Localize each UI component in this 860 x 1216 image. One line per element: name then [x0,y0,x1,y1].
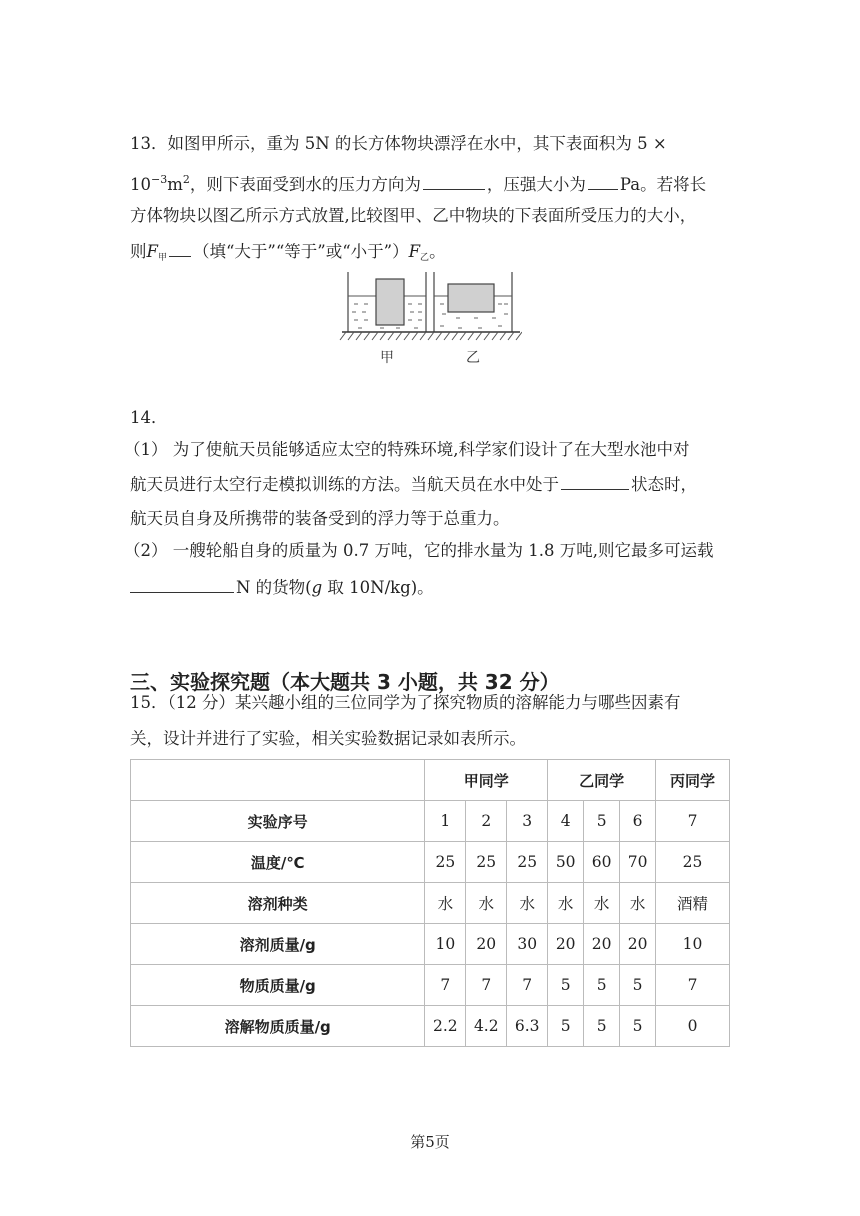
group-header-yi: 乙同学 [548,760,656,801]
section-heading: 三、实验探究题（本大题共 3 小题，共 32 分） [130,670,560,694]
answer-blank-compare[interactable] [169,240,191,257]
row-label: 实验序号 [131,801,425,842]
table-cell: 水 [466,883,507,924]
table-cell: 5 [584,1006,620,1047]
table-cell: 20 [620,924,656,965]
q13-exp-base: 10 [130,175,151,194]
table-cell: 6.3 [507,1006,548,1047]
table-cell: 0 [656,1006,730,1047]
table-row [131,883,730,924]
buoyancy-figure [338,270,522,368]
table-cell: 60 [584,842,620,883]
q13-area-unit-power: 2 [182,173,190,186]
q13-text-direction: ，则下表面受到水的压力方向为 [189,175,421,194]
table-cell: 20 [466,924,507,965]
force-symbol-jia: F [146,242,158,261]
table-cell: 水 [425,883,466,924]
table-cell: 7 [507,965,548,1006]
table-cell: 5 [620,965,656,1006]
row-label: 物质质量/g [131,965,425,1006]
figure-label-jia: 甲 [380,350,394,366]
table-cell: 70 [620,842,656,883]
table-cell: 30 [507,924,548,965]
table-cell: 50 [548,842,584,883]
q13-exp-power: −3 [151,173,168,186]
q13-options: （填“大于”“等于”或“小于”） [192,242,409,261]
q14-p2-line-2 [130,576,434,599]
answer-blank-state[interactable] [561,473,629,490]
table-cell: 酒精 [656,883,730,924]
row-label: 溶剂种类 [131,883,425,924]
table-header-row [131,760,730,801]
answer-blank-pressure[interactable] [588,173,618,190]
q15-line-2: 关，设计并进行了实验，相关实验数据记录如表所示。 [130,729,526,748]
table-cell: 2 [466,801,507,842]
table-cell: 7 [656,801,730,842]
container-jia [348,272,426,332]
table-cell: 2.2 [425,1006,466,1047]
q13-line-3: 方体物块以图乙所示方式放置,比较图甲、乙中物块的下表面所受压力的大小， [130,206,697,225]
q14-p2-text-end: 取 10N/kg)。 [322,578,434,597]
force-sub-yi: 乙 [420,253,430,263]
q14-p1-line-1: （1） 为了使航天员能够适应太空的特殊环境,科学家们设计了在大型水池中对 [124,440,690,459]
row-label: 温度/℃ [131,842,425,883]
table-cell: 4.2 [466,1006,507,1047]
answer-blank-cargo[interactable] [130,576,234,593]
figure-label-yi: 乙 [466,350,480,366]
row-label: 溶解物质质量/g [131,1006,425,1047]
table-cell: 7 [656,965,730,1006]
table-cell: 3 [507,801,548,842]
q13-line-2 [130,169,706,196]
table-cell: 25 [656,842,730,883]
table-cell: 6 [620,801,656,842]
table-cell: 水 [507,883,548,924]
table-corner-cell [131,760,425,801]
table-cell: 7 [425,965,466,1006]
block-flat [448,284,494,312]
q14-p1-line-3: 航天员自身及所携带的装备受到的浮力等于总重力。 [130,509,510,528]
table-cell: 5 [548,965,584,1006]
group-header-jia: 甲同学 [425,760,548,801]
table-cell: 5 [584,965,620,1006]
q14-p1-text-end: 状态时， [631,475,697,494]
force-sub-jia: 甲 [157,253,167,263]
table-cell: 10 [656,924,730,965]
q14-p1-line-2 [130,473,697,496]
table-cell: 5 [620,1006,656,1047]
answer-blank-direction[interactable] [423,173,485,190]
group-header-bing: 丙同学 [656,760,730,801]
table-row [131,965,730,1006]
table-row [131,1006,730,1047]
page-number: 第5页 [410,1133,450,1151]
q13-line-1: 13．如图甲所示，重为 5N 的长方体物块漂浮在水中，其下表面积为 5 × [130,134,667,153]
table-cell: 20 [548,924,584,965]
q14-number: 14． [130,408,168,427]
table-cell: 25 [425,842,466,883]
q13-line-4 [130,240,446,269]
q13-text-pressure: ，压强大小为 [486,175,586,194]
table-cell: 10 [425,924,466,965]
q15-line-1: 15．（12 分）某兴趣小组的三位同学为了探究物质的溶解能力与哪些因素有 [130,693,681,712]
ground-hatching [340,332,522,340]
q13-then: 则 [130,242,147,261]
q14-p1-text: 航天员进行太空行走模拟训练的方法。当航天员在水中处于 [130,475,559,494]
table-row [131,801,730,842]
force-symbol-yi: F [408,242,421,261]
q13-period: 。 [429,242,446,261]
gravity-symbol: g [311,578,323,597]
table-cell: 水 [548,883,584,924]
q13-text-pa: Pa。若将长 [619,175,707,194]
row-label: 溶剂质量/g [131,924,425,965]
table-row [131,924,730,965]
q14-p2-line-1: （2） 一艘轮船自身的质量为 0.7 万吨，它的排水量为 1.8 万吨,则它最多可运载 [124,541,714,560]
q13-area-unit: m [167,175,183,194]
table-cell: 5 [584,801,620,842]
table-cell: 1 [425,801,466,842]
q14-p2-text: N 的货物( [236,578,312,597]
table-row [131,842,730,883]
table-cell: 7 [466,965,507,1006]
table-cell: 水 [620,883,656,924]
table-cell: 5 [548,1006,584,1047]
table-cell: 25 [466,842,507,883]
table-cell: 20 [584,924,620,965]
experiment-table [130,759,730,1047]
table-cell: 4 [548,801,584,842]
block-upright [376,279,404,325]
container-yi [434,272,512,332]
table-cell: 25 [507,842,548,883]
table-cell: 水 [584,883,620,924]
